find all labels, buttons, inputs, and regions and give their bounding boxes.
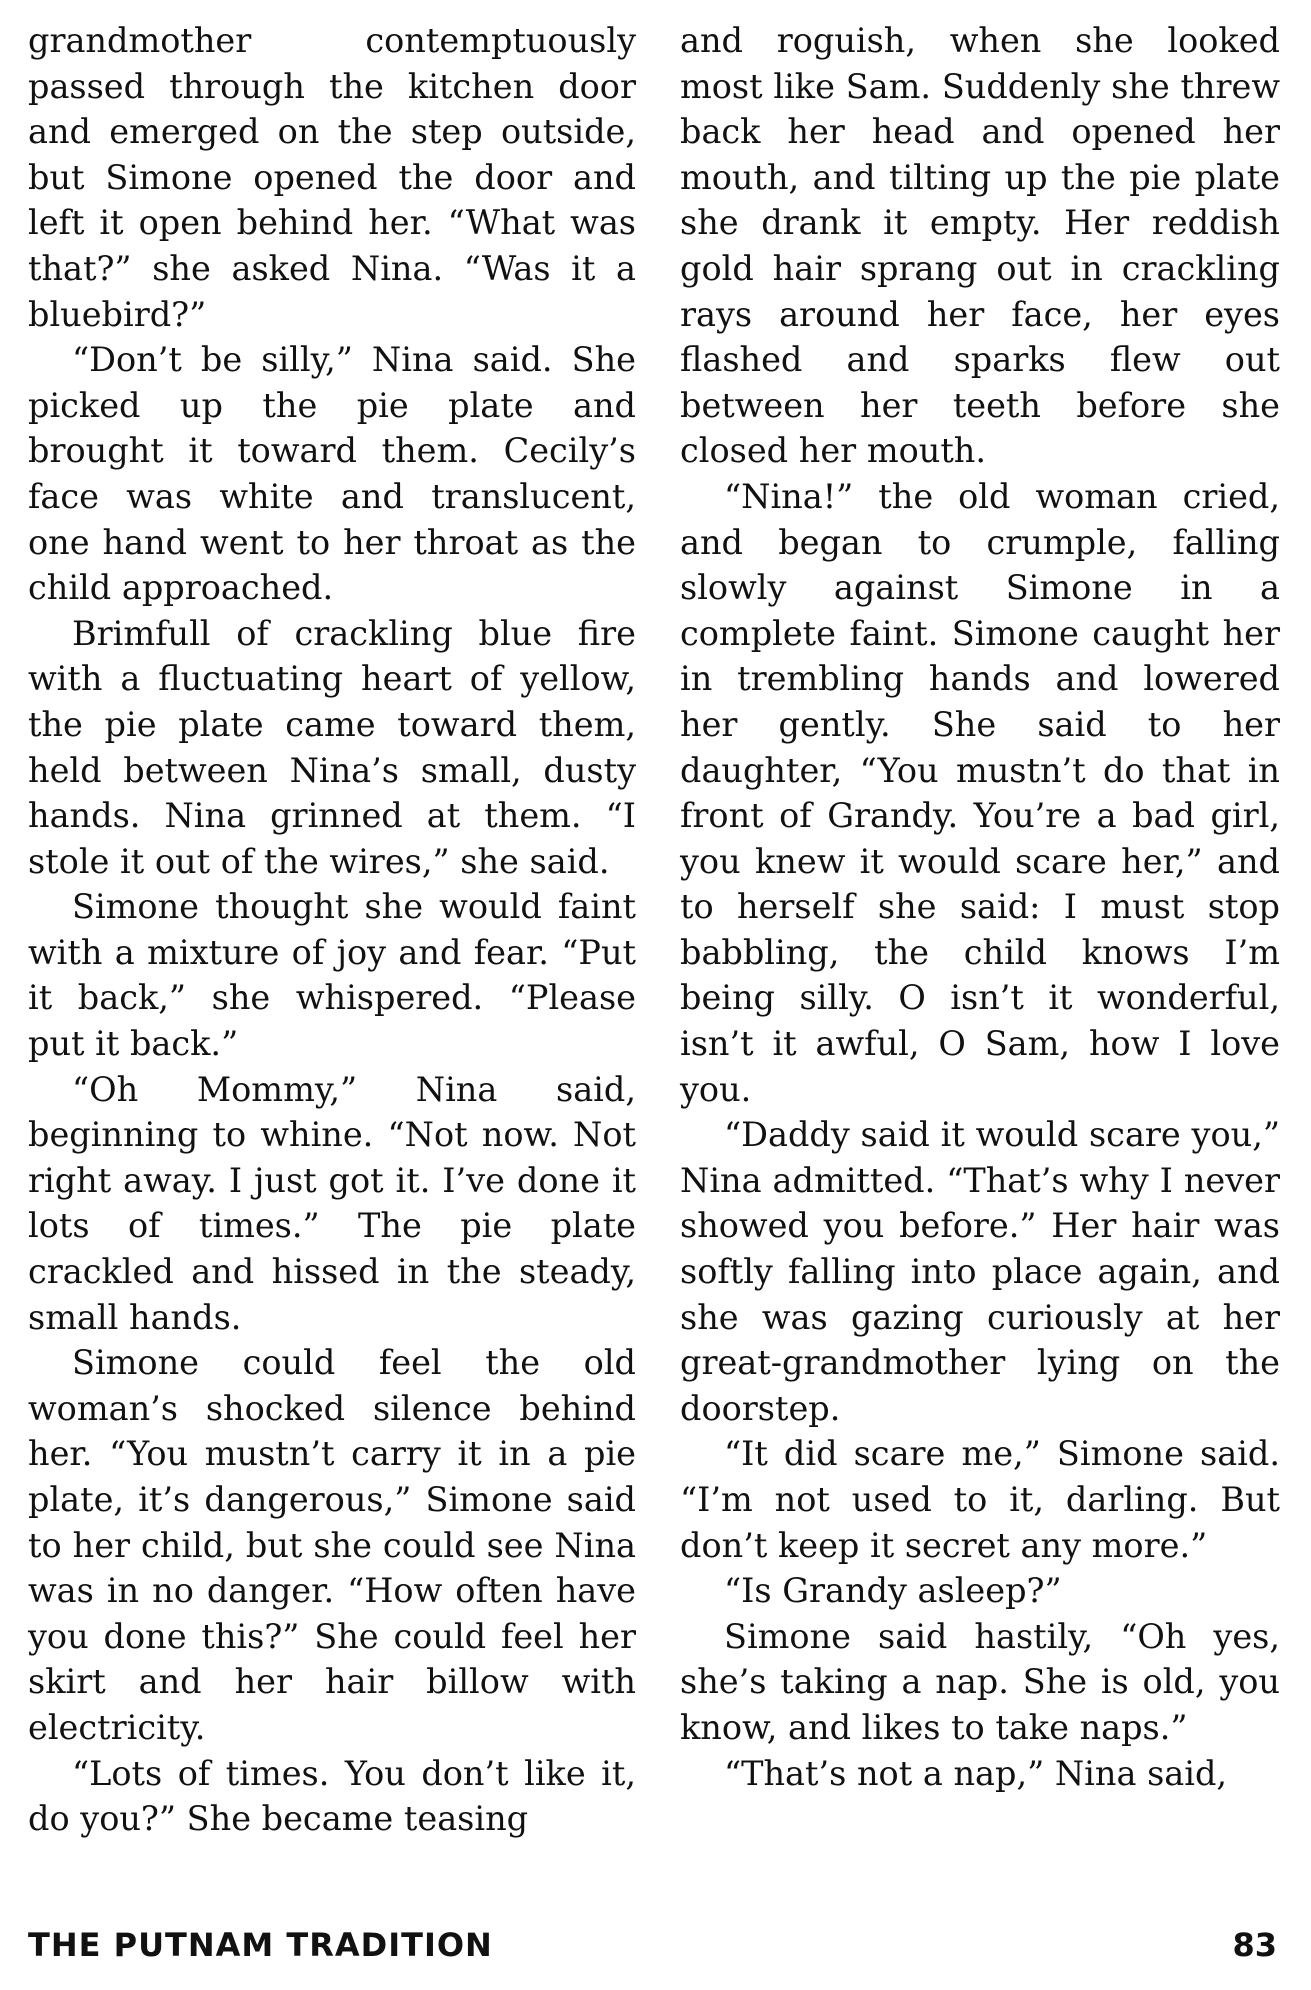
paragraph-continuation: and roguish, when she looked most like Sam. Suddenly she threw back her head and opened her mouth, and tilting up the pie plate she drank it empty. Her reddish gold hair sprang out in crackling rays around her face, her eyes flashed and sparks flew out between her teeth before she closed her mouth. (680, 21, 1280, 471)
paragraph: “It did scare me,” Simone said. “I’m not used to it, darling. But don’t keep it secret any more.” (680, 1434, 1280, 1565)
paragraph: “Oh Mommy,” Nina said, beginning to whine. “Not now. Not right away. I just got it. I’ve done it lots of times.” The pie plate crackled and hissed in the steady, small hands. (28, 1069, 636, 1337)
paragraph: “Daddy said it would scare you,” Nina admitted. “That’s why I never showed you before.” Her hair was softly falling into place again, and she was gazing curiously at her great-grandmother lying on the doorstep. (680, 1115, 1280, 1428)
paragraph: Simone said hastily, “Oh yes, she’s taking a nap. She is old, you know, and likes to take naps.” (680, 1616, 1280, 1747)
paragraph: “Lots of times. You don’t like it, do you?” She became teasing (28, 1753, 636, 1839)
paragraph: “Don’t be silly,” Nina said. She picked up the pie plate and brought it toward them. Cecily’s face was white and translucent, one hand went to her throat as the child approached. (28, 340, 636, 608)
paragraph: “Nina!” the old woman cried, and began to crumple, falling slowly against Simone in a complete faint. Simone caught her in trembling hands and lowered her gently. She said to her daughter, “You mustn’t do that in front of Grandy. You’re a bad girl, you knew it would scare her,” and to herself she said: I must stop babbling, the child knows I’m being silly. O isn’t it wonderful, isn’t it awful, O Sam, how I love you. (680, 476, 1280, 1109)
left-text-column (28, 18, 636, 1842)
paragraph: Brimfull of crackling blue fire with a fluctuating heart of yellow, the pie plate came toward them, held between Nina’s small, dusty hands. Nina grinned at them. “I stole it out of the wires,” she said. (28, 613, 636, 881)
paragraph: “Is Grandy asleep?” (724, 1571, 1062, 1611)
right-text-column (680, 18, 1280, 1796)
paragraph: Simone could feel the old woman’s shocked silence behind her. “You mustn’t carry it in a pie plate, it’s dangerous,” Simone said to her child, but she could see Nina was in no danger. “How often have you done this?” She could feel her skirt and her hair billow with electricity. (28, 1343, 636, 1747)
paragraph: “That’s not a nap,” Nina said, (724, 1753, 1228, 1793)
page-number: 83 (1232, 1926, 1277, 1964)
paragraph-continuation: grandmother contemptuously passed through the kitchen door and emerged on the step outside, but Simone opened the door and left it open behind her. “What was that?” she asked Nina. “Was it a bluebird?” (28, 21, 636, 334)
running-footer-title: THE PUTNAM TRADITION (28, 1926, 493, 1964)
paragraph: Simone thought she would faint with a mixture of joy and fear. “Put it back,” she whispered. “Please put it back.” (28, 887, 636, 1064)
